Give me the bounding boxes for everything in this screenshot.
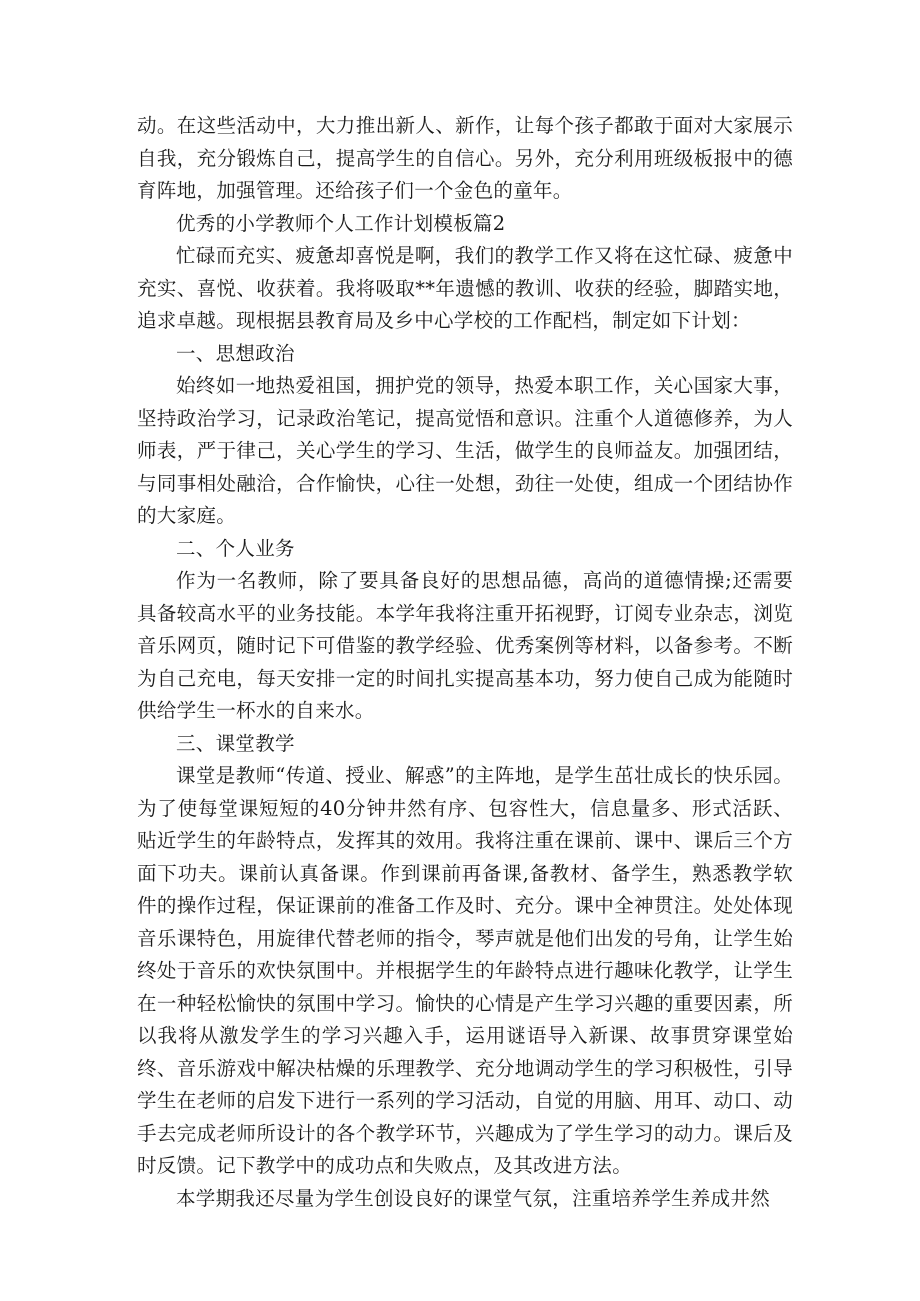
heading-classroom: 三、课堂教学 [176, 731, 295, 755]
paragraph-personal-work: 作为一名教师，除了要具备良好的思想品德，高尚的道德情操;还需要具备较高水平的业务技能。本学年我将注重开拓视野，订阅专业杂志，浏览音乐网页，随时记下可借鉴的教学经验、优秀案例等材料，以备参考。不断为自己充电，每天安排一定的时间扎实提高基本功，努力使自己成为能随时供给学生一杯水的自来水。 [137, 569, 793, 722]
paragraph-ideology: 始终如一地热爱祖国，拥护党的领导，热爱本职工作，关心国家大事，坚持政治学习，记录政治笔记，提高觉悟和意识。注重个人道德修养，为人师表，严于律己，关心学生的学习、生活，做学生的良师益友。加强团结，与同事相处融洽，合作愉快，心往一处想，劲往一处使，组成一个团结协作的大家庭。 [137, 374, 793, 527]
heading-personal-work: 二、个人业务 [176, 536, 295, 560]
heading-ideology: 一、思想政治 [176, 341, 295, 365]
paragraph-semester: 本学期我还尽量为学生创设良好的课堂气氛，注重培养学生养成井然 [176, 1186, 771, 1210]
paragraph-classroom: 课堂是教师“传道、授业、解惑”的主阵地，是学生茁壮成长的快乐园。为了使每堂课短短的40分钟井然有序、包容性大，信息量多、形式活跃、贴近学生的年龄特点，发挥其的效用。我将注重在课前、课中、课后三个方面下功夫。课前认真备课。作到课前再备课,备教材、备学生，熟悉教学软件的操作过程，保证课前的准备工作及时、充分。课中全神贯注。处处体现音乐课特色，用旋律代替老师的指令，琴声就是他们出发的号角，让学生始终处于音乐的欢快氛围中。并根据学生的年龄特点进行趣味化教学，让学生在一种轻松愉快的氛围中学习。愉快的心情是产生学习兴趣的重要因素，所以我将从激发学生的学习兴趣入手，运用谜语导入新课、故事贯穿课堂始终、音乐游戏中解决枯燥的乐理教学、充分地调动学生的学习积极性，引导学生在老师的启发下进行一系列的学习活动，自觉的用脑、用耳、动口、动手去完成老师所设计的各个教学环节，兴趣成为了学生学习的动力。课后及时反馈。记下教学中的成功点和失败点，及其改进方法。 [137, 764, 793, 1177]
document-body [137, 110, 793, 1215]
paragraph-continued: 动。在这些活动中，大力推出新人、新作，让每个孩子都敢于面对大家展示自我，充分锻炼自己，提高学生的自信心。另外，充分利用班级板报中的德育阵地，加强管理。还给孩子们一个金色的童年。 [137, 114, 793, 202]
section-title: 优秀的小学教师个人工作计划模板篇2 [176, 211, 506, 235]
paragraph-intro: 忙碌而充实、疲惫却喜悦是啊，我们的教学工作又将在这忙碌、疲惫中充实、喜悦、收获着。我将吸取**年遗憾的教训、收获的经验，脚踏实地，追求卓越。现根据县教育局及乡中心学校的工作配档，制定如下计划： [137, 244, 793, 332]
